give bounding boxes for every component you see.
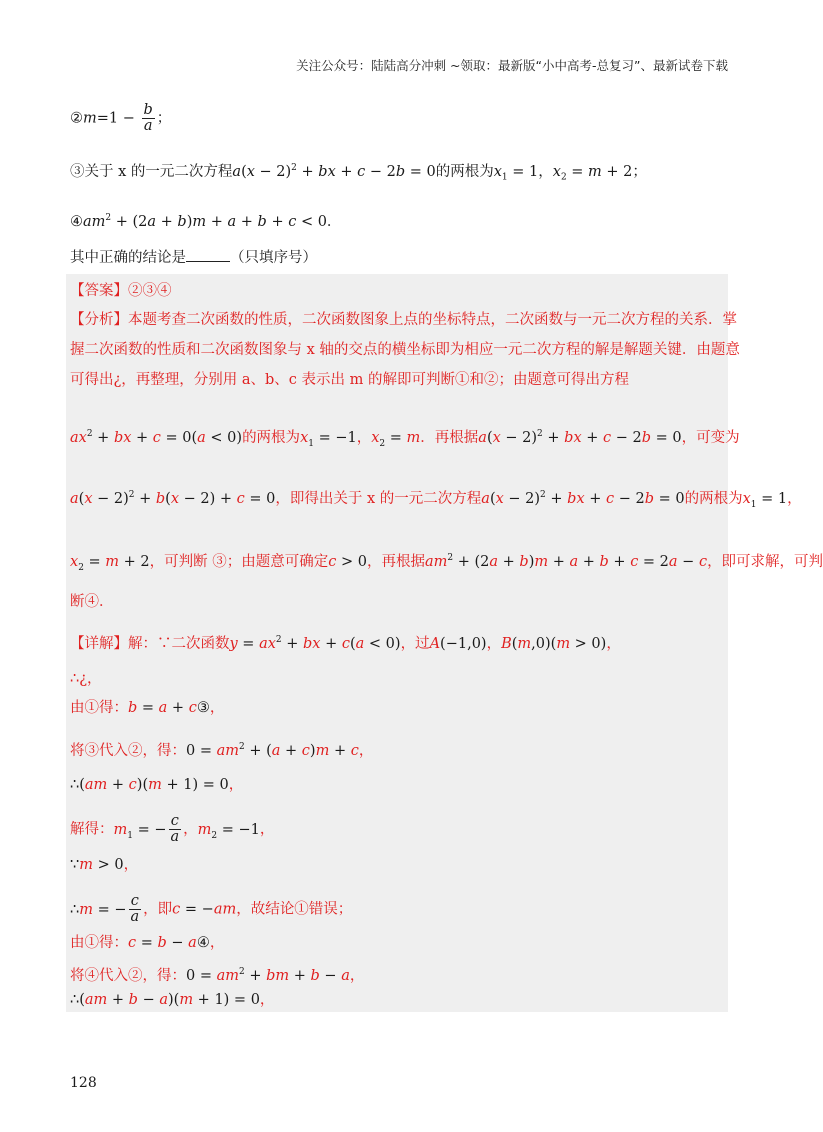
page-header: 关注公众号：陆陆高分冲刺 ~领取：最新版“小中高考-总复习”、最新试卷下载 [296, 58, 728, 73]
detail-text: 解得： [70, 821, 114, 838]
analysis-text: 断④． [70, 594, 114, 610]
statement-2: ②m=1 − $\frac{b}{a}$ ； [70, 102, 172, 134]
page-number: 128 [70, 1075, 97, 1091]
statement-4: $④am^2 + (2a + b)m + a + b + c < 0$． [70, 213, 342, 230]
statement-3: ③关于 x 的一元二次方程$a(x - 2)^2$ + bx + c − 2b = 0的两根为$x_1 = 1$，$x_2 = m + 2$； [70, 163, 647, 183]
detail-text: 将④代入②，得： [70, 967, 186, 984]
statement-3-mid: 的两根为 [435, 163, 494, 180]
analysis-text: ，可判断 ③；由题意可确定 [149, 553, 329, 570]
detail-text: 将③代入②，得： [70, 742, 186, 759]
detail-text: ，故结论①错误； [236, 901, 353, 918]
conclusion-text: 其中正确的结论是 [70, 250, 186, 266]
detail-line-8: ∴m = − $\frac{c}{a}$ ，即c = −am，故结论①错误； [70, 893, 353, 925]
answer-label: 【答案】②③④ [70, 283, 172, 299]
analysis-line-1 [70, 310, 737, 330]
detail-text: ，过 [400, 635, 430, 652]
analysis-text: ，即得出关于 x 的一元二次方程 [275, 490, 482, 507]
analysis-line-3 [70, 370, 629, 390]
answer-line [70, 281, 172, 301]
detail-label: 【详解】 [70, 635, 128, 652]
detail-line-9: 由①得：c = b − a④， [70, 935, 225, 951]
detail-text: ，即 [143, 901, 173, 918]
detail-text: 由①得： [70, 700, 128, 716]
detail-line-2 [70, 669, 102, 689]
detail-line-7: ∵m > 0， [70, 857, 139, 873]
statement-3-end: ； [632, 163, 647, 180]
analysis-text: 本题考查二次函数的性质，二次函数图象上点的坐标特点，二次函数与一元二次方程的关系．掌 [128, 312, 737, 328]
analysis-label: 【分析】 [70, 312, 128, 328]
analysis-text: ，即可求解，可判 [707, 553, 823, 570]
detail-text: 解：∵二次函数 [128, 635, 230, 652]
analysis-text: 可得出¿，再整理，分别用 a、b、c 表示出 m 的解即可判断①和②；由题意可得出方程 [70, 372, 630, 388]
analysis-text: ，可变为 [681, 429, 740, 446]
analysis-line-5: $a(x - 2)^2 + b(x - 2) + c = 0$，即得出关于 x 的一元二次方程$a(x - 2)^2$ + bx + c − 2b = 0的两根为$x_1 = 1$， [70, 490, 802, 510]
detail-line-3: 由①得：b = a + c③， [70, 700, 225, 716]
analysis-text: 的两根为 [684, 490, 743, 507]
item-number: ② [70, 110, 83, 127]
analysis-text: 的两根为 [242, 429, 301, 446]
answer-blank [186, 247, 230, 262]
detail-line-4: 将③代入②，得：$0 = am^2 + (a + c)m + c$， [70, 742, 374, 759]
detail-line-11: ∴(am + b − a)(m + 1) = 0， [70, 992, 275, 1008]
analysis-text: ．再根据 [420, 429, 479, 446]
analysis-line-2 [70, 340, 740, 360]
analysis-text: 握二次函数的性质和二次函数图象与 x 轴的交点的横坐标即为相应一元二次方程的解是解题关键．由题意 [70, 342, 740, 358]
analysis-text: ，再根据 [366, 553, 425, 570]
conclusion-line [70, 247, 317, 268]
item-number: ④ [70, 213, 83, 230]
detail-line-1: 【详解】解：∵二次函数$y = ax^2$ + bx + c(a < 0)，过A(−1,0)，B(m,0)(m > 0)， [70, 635, 621, 652]
detail-text: ∴¿， [70, 671, 102, 687]
analysis-line-7 [70, 592, 114, 612]
statement-3-text: ③关于 x 的一元二次方程 [70, 163, 233, 180]
analysis-line-4: $ax^2$ + bx + c = 0(a < 0)的两根为$x_1 = -1$，$x_2 = m$．再根据$a(x - 2)^2$ + bx + c − 2b = 0，可变为 [70, 429, 740, 449]
analysis-line-6: $x_2 = m + 2$，可判断 ③；由题意可确定c > 0，再根据$am^2 + (2a + b)m + a + b + c = 2a - c$，即可求解，可判 [70, 553, 823, 573]
conclusion-hint: （只填序号） [230, 250, 317, 266]
detail-line-10: 将④代入②，得：$0 = am^2$ + bm + b − a， [70, 967, 365, 984]
detail-line-6: 解得：$m_1$ = − $\frac{c}{a}$ ，$m_2 = -1$， [70, 813, 275, 845]
detail-text: 由①得： [70, 935, 128, 951]
detail-line-5: ∴(am + c)(m + 1) = 0， [70, 777, 244, 793]
